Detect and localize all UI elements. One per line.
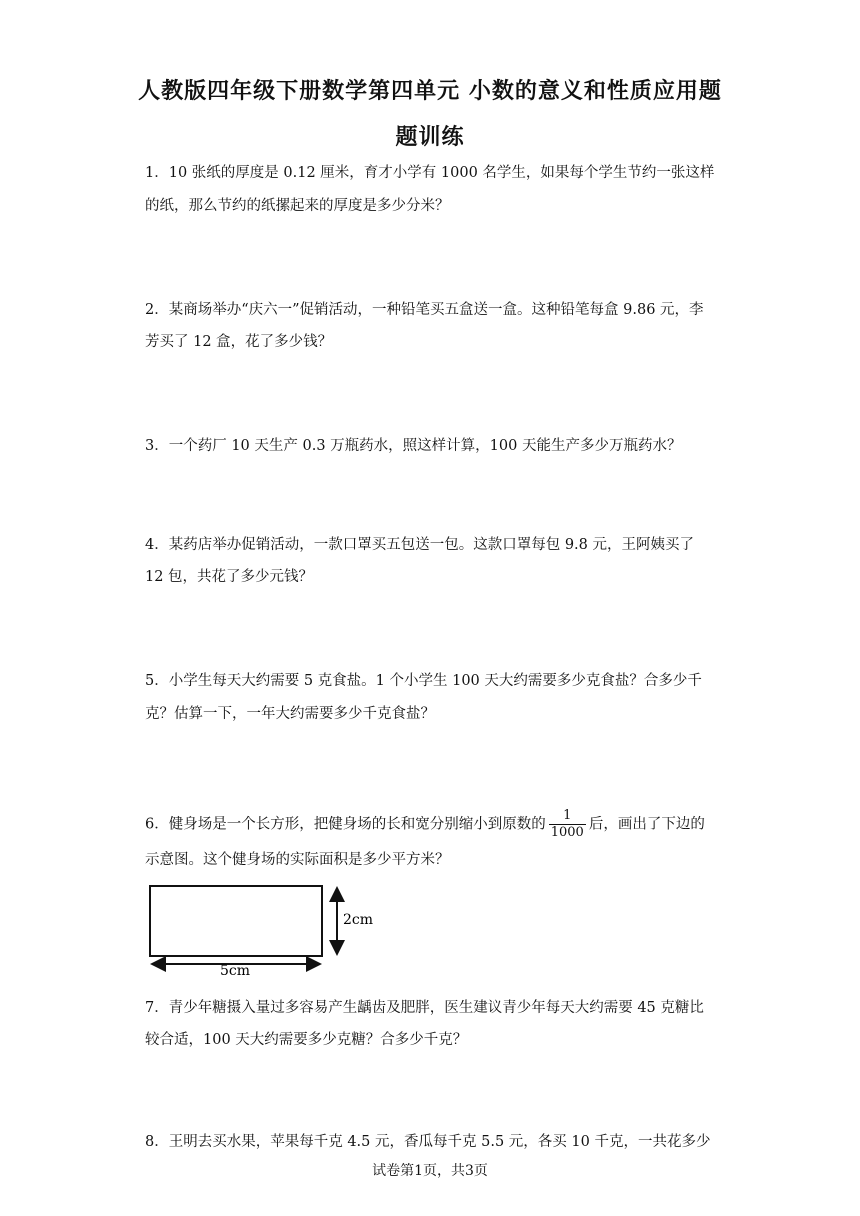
fraction-denominator: 1000 bbox=[550, 825, 584, 840]
page-footer: 试卷第1页，共3页 bbox=[372, 1163, 488, 1179]
question-4-line2: 12 包，共花了多少元钱？ bbox=[145, 569, 314, 585]
question-2-line1: 2．某商场举办“庆六一”促销活动，一种铅笔买五盒送一盒。这种铅笔每盒 9.86 元，李 bbox=[145, 302, 704, 318]
question-7-line1: 7．青少年糖摄入量过多容易产生龋齿及肥胖，医生建议青少年每天大约需要 45 克糖比 bbox=[145, 1000, 704, 1016]
question-2-line2: 芳买了 12 盒，花了多少钱？ bbox=[145, 334, 333, 350]
question-5-line1: 5．小学生每天大约需要 5 克食盐。1 个小学生 100 天大约需要多少克食盐？合多少千 bbox=[145, 673, 702, 689]
fraction-one-thousandth bbox=[549, 808, 586, 841]
page-title-line2: 题训练 bbox=[395, 125, 465, 150]
question-5-line2: 克？估算一下，一年大约需要多少千克食盐？ bbox=[145, 706, 435, 722]
fraction-numerator: 1 bbox=[549, 808, 586, 825]
question-1-line2: 的纸，那么节约的纸摞起来的厚度是多少分米？ bbox=[145, 198, 450, 214]
question-4-line1: 4．某药店举办促销活动，一款口罩买五包送一包。这款口罩每包 9.8 元，王阿姨买了 bbox=[145, 537, 695, 553]
question-6-line1 bbox=[145, 808, 705, 841]
height-label: 2cm bbox=[343, 912, 374, 928]
diagram-rectangle bbox=[150, 886, 322, 956]
question-8-line1: 8．王明去买水果，苹果每千克 4.5 元，香瓜每千克 5.5 元，各买 10 千克，一共花多少 bbox=[145, 1134, 711, 1150]
question-6-text-before: 6．健身场是一个长方形，把健身场的长和宽分别缩小到原数的 bbox=[145, 816, 546, 833]
question-1-line1: 1．10 张纸的厚度是 0.12 厘米，育才小学有 1000 名学生，如果每个学生节约一张这样 bbox=[145, 165, 715, 181]
width-label: 5cm bbox=[220, 963, 251, 975]
question-6-text-after: 后，画出了下边的 bbox=[588, 816, 705, 833]
question-3-line1: 3．一个药厂 10 天生产 0.3 万瓶药水，照这样计算，100 天能生产多少万瓶药水？ bbox=[145, 438, 682, 454]
page-title-line1: 人教版四年级下册数学第四单元 小数的意义和性质应用题 bbox=[138, 79, 722, 104]
question-6-line2: 示意图。这个健身场的实际面积是多少平方米？ bbox=[145, 852, 450, 868]
rectangle-diagram bbox=[140, 880, 390, 975]
question-7-line2: 较合适，100 天大约需要多少克糖？合多少千克？ bbox=[145, 1032, 468, 1048]
